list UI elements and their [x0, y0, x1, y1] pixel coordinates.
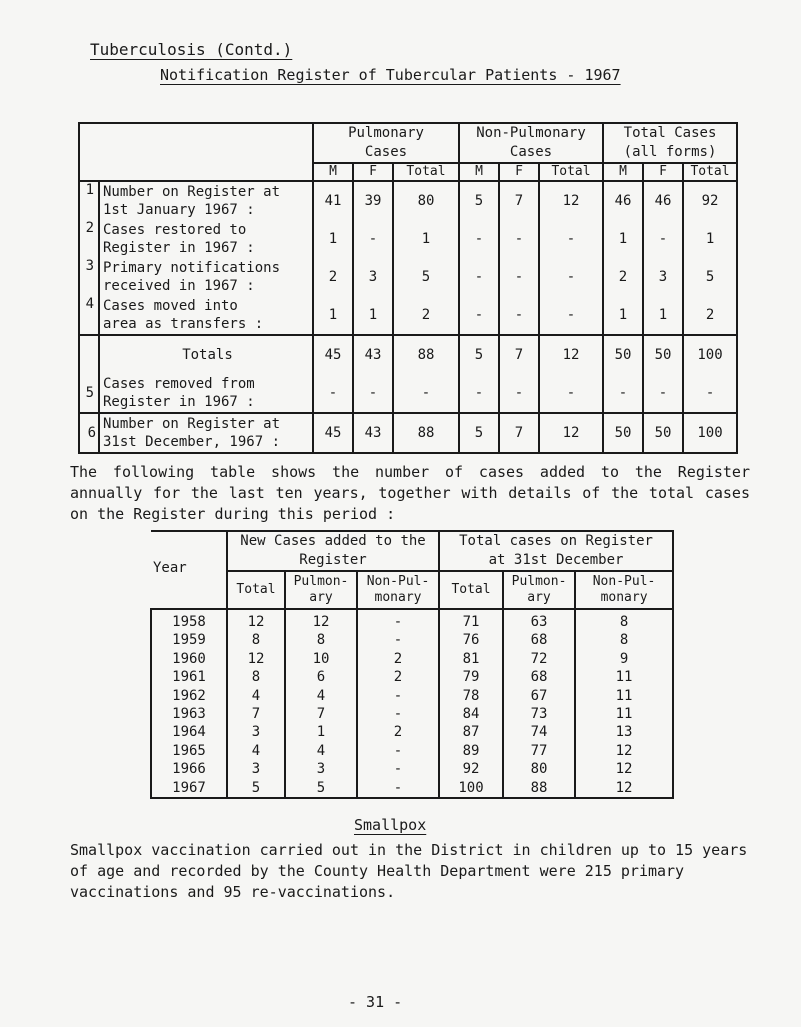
table-value: 3	[658, 269, 668, 285]
table-value: -	[658, 385, 668, 401]
value-cell: 88	[503, 779, 575, 798]
value-cell: 84	[439, 705, 503, 723]
value-cell: -	[357, 609, 439, 631]
value-cell: 12	[575, 779, 673, 798]
year-header: Year	[151, 531, 227, 609]
value-cell: 4	[285, 687, 357, 705]
table-value: -	[474, 307, 484, 323]
value-cell	[313, 335, 353, 413]
table-value: 2	[328, 269, 338, 285]
row-label: Cases removed from Register in 1967 :	[103, 376, 255, 410]
table-value: 45	[324, 425, 342, 441]
table-value: 92	[701, 193, 719, 209]
table-value: -	[514, 385, 524, 401]
subcolumn-header: M	[603, 163, 643, 181]
value-cell: 8	[575, 609, 673, 631]
value-cell: 63	[503, 609, 575, 631]
value-cell	[313, 413, 353, 453]
year-cell: 1960	[151, 650, 227, 668]
value-cell	[603, 413, 643, 453]
group-header: New Cases added to the Register	[227, 531, 439, 571]
value-cell	[603, 181, 643, 335]
value-cell: -	[357, 687, 439, 705]
year-cell: 1965	[151, 742, 227, 760]
table-value: 1	[368, 307, 378, 323]
year-cell: 1966	[151, 760, 227, 778]
value-cell: 8	[227, 631, 285, 649]
value-cell: 72	[503, 650, 575, 668]
section-heading: Tuberculosis (Contd.)	[90, 40, 293, 59]
table-value: -	[705, 385, 715, 401]
value-cell	[393, 413, 459, 453]
table-value: 50	[654, 425, 672, 441]
value-cell: 1	[285, 723, 357, 741]
value-cell: 7	[285, 705, 357, 723]
value-cell	[499, 181, 539, 335]
value-cell	[683, 181, 737, 335]
value-cell	[683, 335, 737, 413]
subcolumn-header: F	[499, 163, 539, 181]
value-cell	[539, 413, 603, 453]
value-cell: 3	[227, 760, 285, 778]
table-value: -	[566, 231, 576, 247]
value-cell: 12	[285, 609, 357, 631]
group-header: Total Cases (all forms)	[603, 123, 737, 163]
subcolumn-header: F	[643, 163, 683, 181]
group-header: Non-Pulmonary Cases	[459, 123, 603, 163]
table-value: 46	[614, 193, 632, 209]
year-cell: 1962	[151, 687, 227, 705]
row-label: Primary notifications received in 1967 :	[103, 260, 281, 294]
table-value: 1	[328, 307, 338, 323]
row-labels	[99, 335, 313, 413]
table-row	[151, 650, 673, 668]
table-value: 43	[364, 347, 382, 363]
value-cell: 9	[575, 650, 673, 668]
value-cell: 8	[575, 631, 673, 649]
table-value: 50	[614, 425, 632, 441]
row-numbers	[79, 335, 99, 413]
value-cell: 13	[575, 723, 673, 741]
value-cell: 12	[575, 742, 673, 760]
value-cell: 87	[439, 723, 503, 741]
year-cell: 1959	[151, 631, 227, 649]
table-value: 2	[421, 307, 431, 323]
totals-label: Totals	[182, 347, 233, 363]
table-value: -	[566, 385, 576, 401]
row-label: Cases restored to Register in 1967 :	[103, 222, 255, 256]
value-cell	[353, 413, 393, 453]
table-value: -	[474, 269, 484, 285]
value-cell: 3	[227, 723, 285, 741]
table-row	[151, 779, 673, 798]
value-cell	[499, 413, 539, 453]
corner-cell	[79, 123, 313, 181]
value-cell: 8	[227, 668, 285, 686]
smallpox-paragraph: Smallpox vaccination carried out in the District in children up to 15 years of age and recorded by the County Health Department were 215 primary vaccinations and 95 re-vaccinations.	[70, 841, 748, 901]
value-cell	[393, 181, 459, 335]
value-cell: 3	[285, 760, 357, 778]
subcolumn-header: Non-Pul- monary	[357, 571, 439, 609]
row-number: 5	[85, 385, 94, 401]
table-value: 5	[474, 425, 484, 441]
value-cell	[313, 181, 353, 335]
row-number: 6	[79, 413, 99, 453]
value-cell: -	[357, 705, 439, 723]
row-number: 1	[85, 182, 94, 198]
row-number: 2	[85, 220, 94, 236]
value-cell: 12	[575, 760, 673, 778]
row-label: Cases moved into area as transfers :	[103, 298, 264, 332]
table-value: -	[514, 231, 524, 247]
table-row	[151, 742, 673, 760]
table-row	[151, 760, 673, 778]
value-cell: 6	[285, 668, 357, 686]
table-value: 7	[514, 347, 524, 363]
year-cell: 1958	[151, 609, 227, 631]
table-value: 50	[654, 347, 672, 363]
subcolumn-header: Total	[683, 163, 737, 181]
notification-register-table	[78, 122, 738, 454]
value-cell: 79	[439, 668, 503, 686]
table-value: -	[566, 307, 576, 323]
table-value: 100	[697, 347, 723, 363]
value-cell: -	[357, 779, 439, 798]
value-cell: 74	[503, 723, 575, 741]
table-value: 1	[705, 231, 715, 247]
table-row	[151, 687, 673, 705]
table-value: 5	[705, 269, 715, 285]
table-value: 80	[417, 193, 435, 209]
value-cell: 4	[227, 687, 285, 705]
table-value: -	[658, 231, 668, 247]
row-label: Number on Register at 1st January 1967 :	[103, 184, 281, 218]
table-value: 7	[514, 425, 524, 441]
value-cell: 92	[439, 760, 503, 778]
table-value: 1	[421, 231, 431, 247]
value-cell	[643, 335, 683, 413]
value-cell: 2	[357, 723, 439, 741]
table-value: 46	[654, 193, 672, 209]
value-cell	[539, 335, 603, 413]
subcolumn-header: Total	[393, 163, 459, 181]
row-labels	[99, 181, 313, 335]
value-cell: 68	[503, 668, 575, 686]
table-row	[151, 723, 673, 741]
value-cell: 78	[439, 687, 503, 705]
table-value: 100	[697, 425, 723, 441]
table-row	[151, 631, 673, 649]
table-value: -	[368, 385, 378, 401]
table-value: 1	[618, 231, 628, 247]
subcolumn-header: Pulmon- ary	[503, 571, 575, 609]
value-cell	[459, 181, 499, 335]
year-cell: 1964	[151, 723, 227, 741]
subcolumn-header: Total	[539, 163, 603, 181]
annual-cases-table	[150, 530, 674, 799]
table-value: -	[618, 385, 628, 401]
value-cell: 11	[575, 668, 673, 686]
value-cell: 11	[575, 705, 673, 723]
subcolumn-header: Total	[439, 571, 503, 609]
group-header: Total cases on Register at 31st December	[439, 531, 673, 571]
table-value: 5	[474, 347, 484, 363]
value-cell: 4	[227, 742, 285, 760]
table-value: -	[514, 269, 524, 285]
table-value: 45	[324, 347, 342, 363]
value-cell	[603, 335, 643, 413]
value-cell	[643, 413, 683, 453]
value-cell: 2	[357, 668, 439, 686]
table-row	[151, 668, 673, 686]
table-row	[151, 609, 673, 631]
value-cell: 80	[503, 760, 575, 778]
value-cell	[353, 335, 393, 413]
table-value: 12	[562, 425, 580, 441]
value-cell: 76	[439, 631, 503, 649]
value-cell: 11	[575, 687, 673, 705]
table-value: -	[368, 231, 378, 247]
table-value: 50	[614, 347, 632, 363]
value-cell: 100	[439, 779, 503, 798]
table-value: -	[474, 385, 484, 401]
value-cell	[459, 413, 499, 453]
value-cell: 89	[439, 742, 503, 760]
value-cell: -	[357, 631, 439, 649]
value-cell: 77	[503, 742, 575, 760]
table-value: 88	[417, 347, 435, 363]
table-value: 3	[368, 269, 378, 285]
value-cell: 73	[503, 705, 575, 723]
table-value: 5	[421, 269, 431, 285]
table-value: 1	[658, 307, 668, 323]
value-cell: 12	[227, 609, 285, 631]
value-cell	[643, 181, 683, 335]
value-cell: 5	[227, 779, 285, 798]
table-value: 2	[618, 269, 628, 285]
subcolumn-header: F	[353, 163, 393, 181]
value-cell: 81	[439, 650, 503, 668]
group-header: Pulmonary Cases	[313, 123, 459, 163]
table-value: 1	[618, 307, 628, 323]
table-value: -	[566, 269, 576, 285]
value-cell: -	[357, 760, 439, 778]
table-value: 2	[705, 307, 715, 323]
table-value: 1	[328, 231, 338, 247]
subcolumn-header: Non-Pul- monary	[575, 571, 673, 609]
value-cell: 10	[285, 650, 357, 668]
year-cell: 1961	[151, 668, 227, 686]
table-value: 43	[364, 425, 382, 441]
table-value: -	[474, 231, 484, 247]
value-cell: 2	[357, 650, 439, 668]
row-number: 3	[85, 258, 94, 274]
value-cell	[393, 335, 459, 413]
value-cell	[459, 335, 499, 413]
value-cell: 71	[439, 609, 503, 631]
table-value: 5	[474, 193, 484, 209]
smallpox-title: Smallpox	[354, 816, 427, 834]
subcolumn-header: M	[459, 163, 499, 181]
value-cell: 67	[503, 687, 575, 705]
subcolumn-header: Total	[227, 571, 285, 609]
table-value: -	[514, 307, 524, 323]
value-cell: 5	[285, 779, 357, 798]
value-cell: 68	[503, 631, 575, 649]
table-value: 88	[417, 425, 435, 441]
table-value: -	[328, 385, 338, 401]
table-value: 12	[562, 193, 580, 209]
value-cell	[499, 335, 539, 413]
table-value: 39	[364, 193, 382, 209]
value-cell	[539, 181, 603, 335]
row-label: Number on Register at 31st December, 1967 :	[99, 413, 313, 453]
value-cell	[353, 181, 393, 335]
intro-paragraph: The following table shows the number of cases added to the Register annually for the last ten years, together with details of the total cases on the Register during this period :	[70, 463, 750, 523]
row-number: 4	[85, 296, 94, 312]
subcolumn-header: M	[313, 163, 353, 181]
value-cell: 7	[227, 705, 285, 723]
table-value: -	[421, 385, 431, 401]
value-cell: 12	[227, 650, 285, 668]
table-row	[151, 705, 673, 723]
table-value: 7	[514, 193, 524, 209]
year-cell: 1963	[151, 705, 227, 723]
value-cell: 8	[285, 631, 357, 649]
table-value: 41	[324, 193, 342, 209]
year-cell: 1967	[151, 779, 227, 798]
subcolumn-header: Pulmon- ary	[285, 571, 357, 609]
value-cell	[683, 413, 737, 453]
value-cell: 4	[285, 742, 357, 760]
table-title: Notification Register of Tubercular Patients - 1967	[160, 66, 621, 84]
page-number: - 31 -	[348, 993, 403, 1011]
value-cell: -	[357, 742, 439, 760]
table-value: 12	[562, 347, 580, 363]
row-numbers	[79, 181, 99, 335]
